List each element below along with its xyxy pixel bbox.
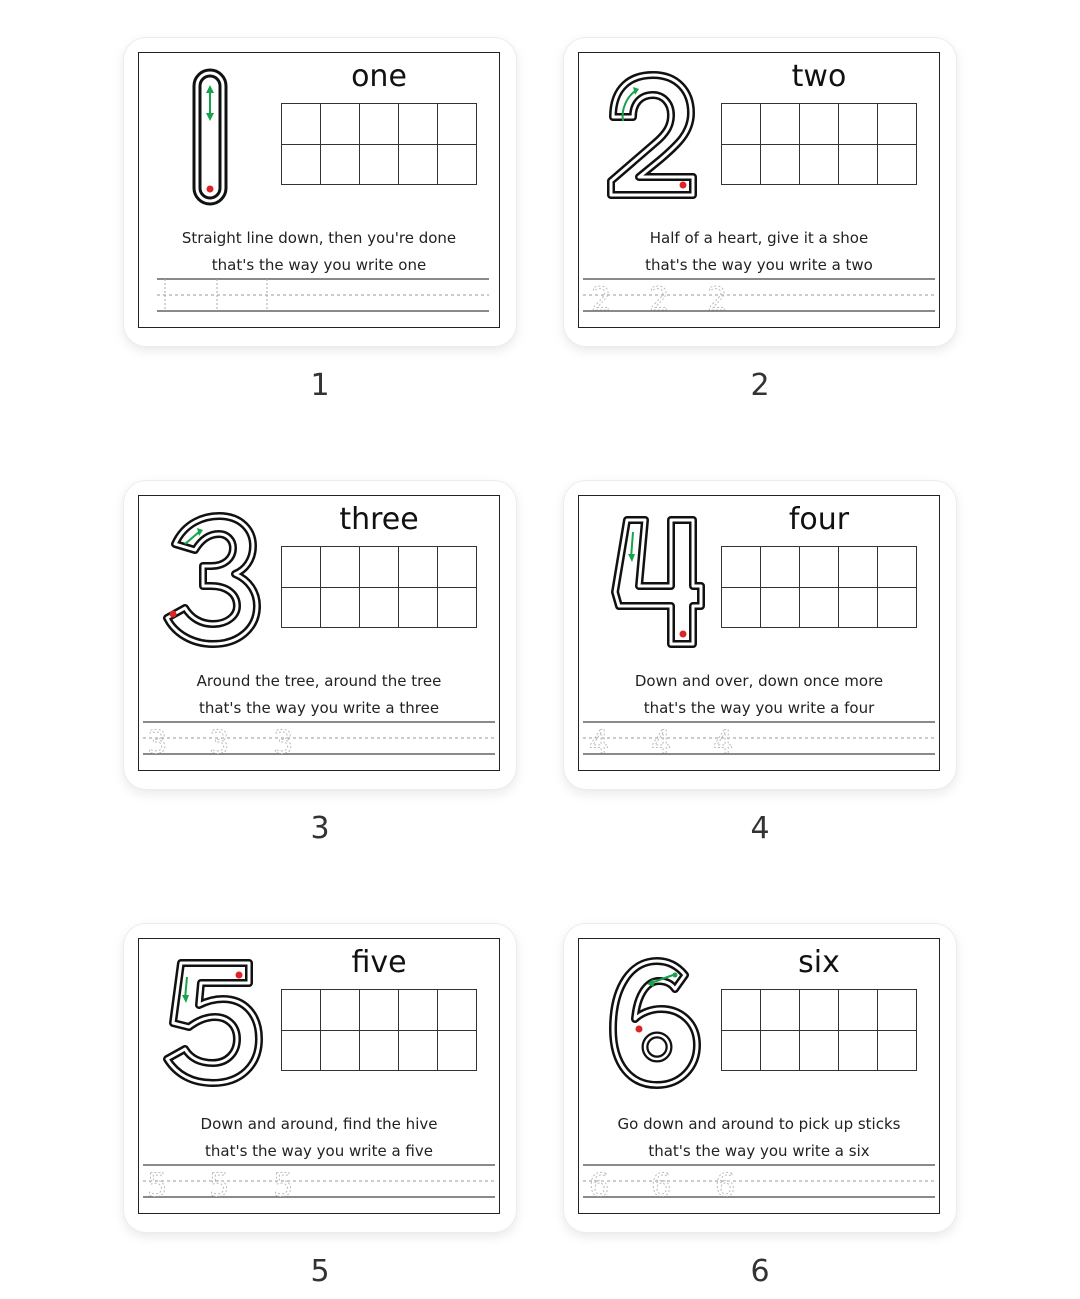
rhyme-line-1: Go down and around to pick up sticks (617, 1115, 901, 1133)
worksheet-cell-2[interactable] (564, 38, 956, 403)
worksheet-cell-5[interactable] (124, 924, 516, 1289)
ten-frame (281, 989, 477, 1071)
number-word: three (339, 502, 419, 537)
number-word: four (788, 502, 850, 537)
handwriting-practice-lines (583, 1163, 935, 1203)
svg-text:3: 3 (147, 723, 168, 760)
worksheet-cell-3[interactable] (124, 481, 516, 846)
svg-text:6: 6 (651, 1166, 672, 1203)
worksheet-page (578, 52, 940, 328)
rhyme-line-1: Down and over, down once more (634, 672, 884, 690)
ten-frame (281, 103, 477, 185)
worksheet-card[interactable] (564, 481, 956, 789)
svg-text:5: 5 (209, 1166, 230, 1203)
svg-text:3: 3 (209, 723, 230, 760)
worksheet-page (578, 495, 940, 771)
numeral-3-tracing-icon (157, 510, 267, 650)
card-caption: 1 (310, 368, 330, 403)
handwriting-practice-lines (143, 1163, 495, 1203)
svg-text:4: 4 (713, 723, 734, 760)
svg-text:5: 5 (273, 1166, 294, 1203)
svg-text:2: 2 (707, 280, 728, 317)
rhyme-line-1: Around the tree, around the tree (196, 672, 442, 690)
rhyme-text (579, 668, 939, 722)
worksheet-cell-6[interactable] (564, 924, 956, 1289)
card-caption: 4 (750, 811, 770, 846)
worksheet-card[interactable] (564, 38, 956, 346)
rhyme-line-2: that's the way you write a three (198, 699, 440, 717)
numeral-1-tracing-icon (157, 67, 267, 207)
number-word: five (351, 945, 407, 980)
number-word: one (351, 59, 407, 94)
rhyme-text (139, 1111, 499, 1165)
rhyme-text (139, 225, 499, 279)
numeral-2-tracing-icon (597, 67, 707, 207)
worksheet-page (138, 938, 500, 1214)
ten-frame (281, 546, 477, 628)
worksheet-page (138, 52, 500, 328)
handwriting-practice-lines (583, 720, 935, 760)
worksheet-page (138, 495, 500, 771)
card-caption: 5 (310, 1254, 330, 1289)
worksheet-card[interactable] (124, 924, 516, 1232)
rhyme-line-1: Straight line down, then you're done (181, 229, 457, 247)
rhyme-line-2: that's the way you write a four (643, 699, 875, 717)
card-caption: 2 (750, 368, 770, 403)
rhyme-line-1: Half of a heart, give it a shoe (649, 229, 869, 247)
worksheet-cell-4[interactable] (564, 481, 956, 846)
worksheet-cell-1[interactable] (124, 38, 516, 403)
worksheet-card[interactable] (564, 924, 956, 1232)
ten-frame (721, 103, 917, 185)
rhyme-line-2: that's the way you write a six (648, 1142, 870, 1160)
card-caption: 6 (750, 1254, 770, 1289)
svg-text:4: 4 (651, 723, 672, 760)
svg-text:6: 6 (715, 1166, 736, 1203)
ten-frame (721, 546, 917, 628)
number-word: two (791, 59, 847, 94)
handwriting-practice-lines (143, 277, 495, 317)
rhyme-text (579, 225, 939, 279)
numeral-6-tracing-icon (597, 953, 707, 1093)
svg-text:3: 3 (273, 723, 294, 760)
handwriting-practice-lines (143, 720, 495, 760)
rhyme-line-2: that's the way you write one (211, 256, 427, 274)
worksheet-page (578, 938, 940, 1214)
handwriting-practice-lines (583, 277, 935, 317)
rhyme-text (139, 668, 499, 722)
worksheet-card[interactable] (124, 38, 516, 346)
rhyme-line-1: Down and around, find the hive (200, 1115, 438, 1133)
numeral-4-tracing-icon (597, 510, 707, 650)
card-caption: 3 (310, 811, 330, 846)
rhyme-line-2: that's the way you write a two (645, 256, 873, 274)
numeral-5-tracing-icon (157, 953, 267, 1093)
svg-text:6: 6 (589, 1166, 610, 1203)
svg-text:4: 4 (589, 723, 610, 760)
rhyme-text (579, 1111, 939, 1165)
svg-text:2: 2 (649, 280, 670, 317)
worksheet-card[interactable] (124, 481, 516, 789)
number-word: six (798, 945, 840, 980)
svg-text:2: 2 (591, 280, 612, 317)
rhyme-line-2: that's the way you write a five (205, 1142, 433, 1160)
svg-text:5: 5 (147, 1166, 168, 1203)
ten-frame (721, 989, 917, 1071)
